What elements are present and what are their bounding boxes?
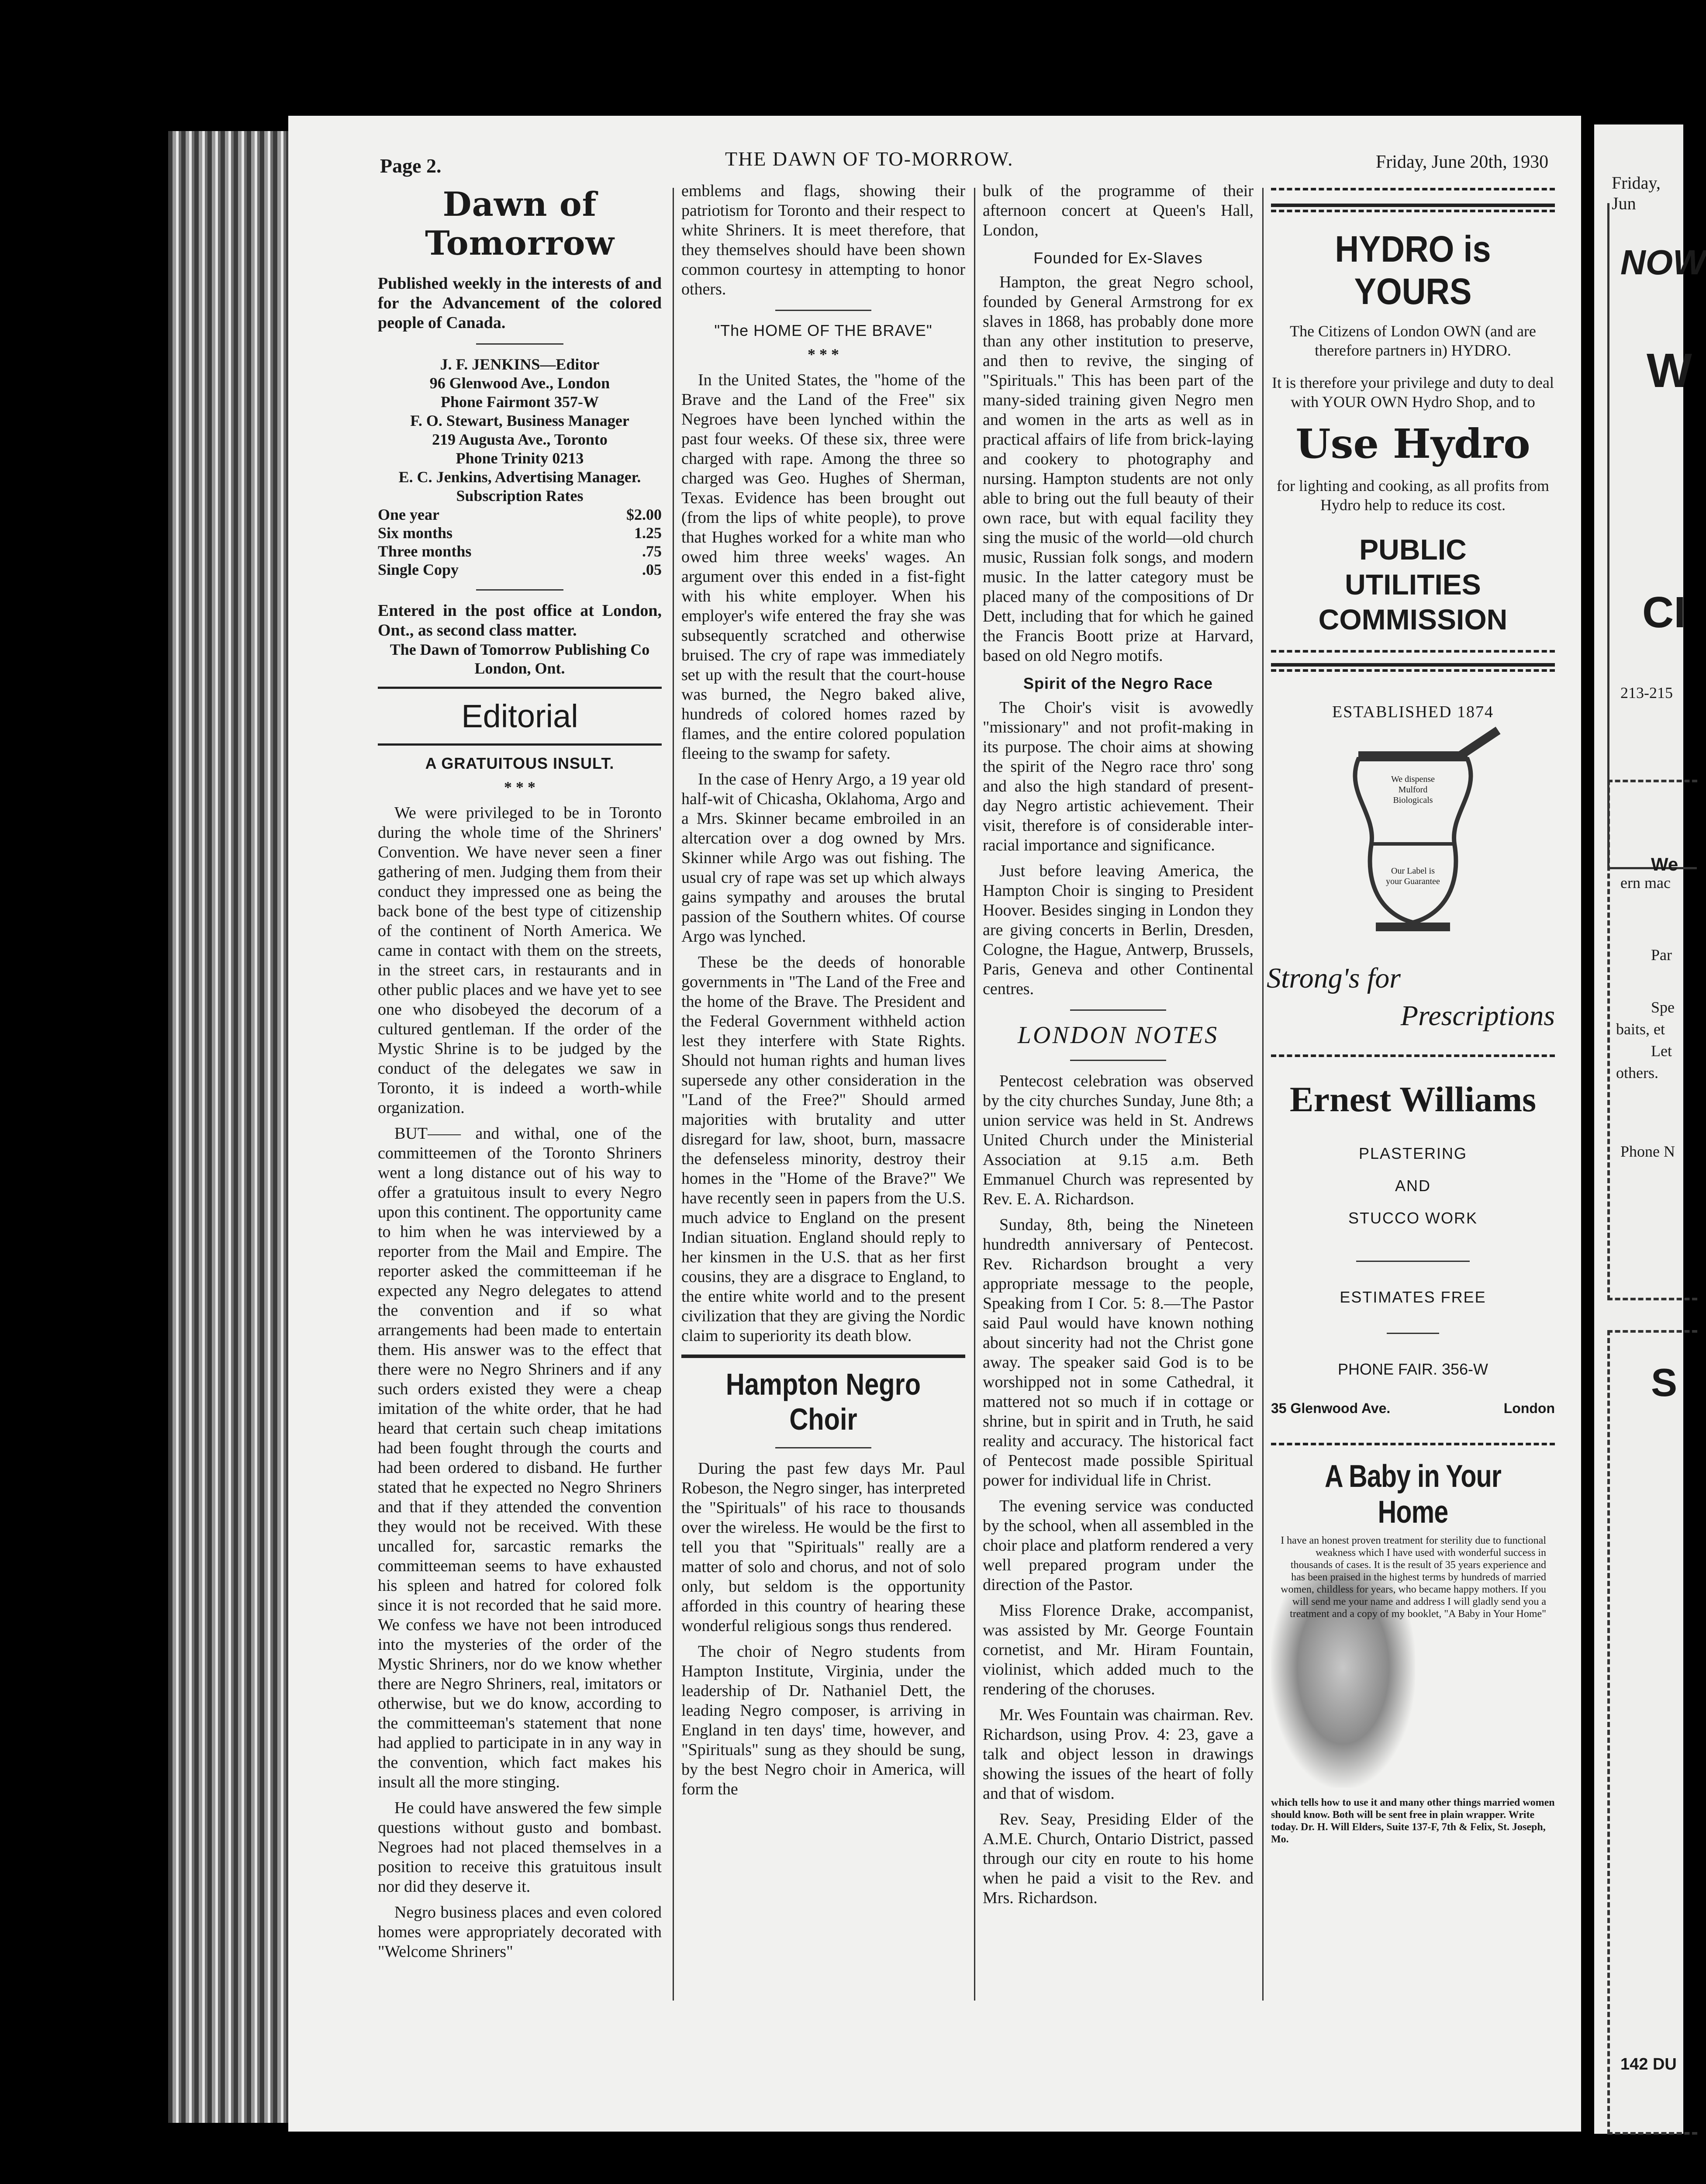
book-binding <box>168 131 295 2123</box>
adjacent-now: NOW <box>1620 243 1706 282</box>
divider <box>681 1355 965 1358</box>
ew-estimates: ESTIMATES FREE <box>1340 1288 1486 1306</box>
adjacent-spe: Spe <box>1651 999 1675 1016</box>
masthead-bm-phone: Phone Trinity 0213 <box>456 449 584 467</box>
column-rule <box>673 188 674 2001</box>
ad-border <box>1271 1443 1555 1445</box>
london-p5: Mr. Wes Fountain was chairman. Rev. Richardson, using Prov. 4: 23, gave a talk and object lesson in drawings showing the issues of the heart of folly and that of wisdom. <box>983 1706 1254 1803</box>
column-2 <box>681 181 965 1805</box>
adjacent-we: We <box>1651 854 1678 874</box>
london-p6: Rev. Seay, Presiding Elder of the A.M.E. Church, Ontario District, passed through our city en route to his home when he paid a visit to the Rev. and Mrs. Richardson. <box>983 1810 1254 1907</box>
rate-row: One year $2.00 <box>378 506 662 523</box>
subhead-spirit: Spirit of the Negro Race <box>1023 674 1213 692</box>
baby-ad-body <box>1271 1534 1555 1797</box>
masthead-bm: F. O. Stewart, Business Manager <box>410 412 629 429</box>
ew-line-1: PLASTERING <box>1358 1144 1468 1162</box>
editorial-title: A GRATUITOUS INSULT. <box>425 754 615 772</box>
column-3 <box>983 181 1254 1914</box>
editorial-p2: BUT—— and withal, one of the committeemen of the Toronto Shriners went a long distance out of his way to offer a gratuitous insult to every Negro upon this continent. The opportunity came to him when he was interviewed by a reporter from the Mail and Empire. The reporter asked the committeeman if he expected any Negro delegates to attend the convention and if so what arrangements had been made to entertain them. His answer was to the effect that there were no Negro Shriners and if any such orders existed they were a cheap imitation of the white order, that he had heard that certain such cheap imitations had been fought through the courts and had been ordered to disband. He further stated that he expected no Negro Shriners and that if they attended the convention they would not be received. With these uncalled for, sarcastic remarks the committeeman seems to have exhausted his spleen and hatred for colored folk since it is not recorded that he said more. We confess we have not been introduced into the mysteries of the order of the Mystic Shriners, nor do we know whether there are Negro Shriners, real, imitators or otherwise, but we do know, according to the committeeman's statement that none had applied to participate in in any way in the convention, which fact makes his insult all the more stinging. <box>378 1124 662 1791</box>
column-rule <box>974 188 975 2001</box>
subscription-rates <box>378 505 662 579</box>
divider <box>476 589 563 591</box>
established: ESTABLISHED 1874 <box>1332 703 1494 721</box>
adjacent-date: Friday, Jun <box>1612 173 1661 213</box>
adjacent-ern: ern mac <box>1620 874 1671 892</box>
hampton-title: Hampton Negro Choir <box>725 1367 921 1436</box>
adjacent-others: others. <box>1616 1064 1658 1082</box>
divider <box>476 343 563 345</box>
adjacent-ad-box-3 <box>1607 1330 1697 2135</box>
mortar-text-bottom: Our Label is your Guarantee <box>1386 866 1440 886</box>
hampton-p5: Just before leaving America, the Hampton Choir is singing to President Hoover. Besides singing in London they are giving concerts in Berlin, Dresden, Cologne, the Hague, Antwerp, Brussels, Paris, Geneva and other Continental centres. <box>983 862 1254 998</box>
paper-title: THE DAWN OF TO-MORROW. <box>725 148 1014 170</box>
london-p2: Sunday, 8th, being the Nineteen hundredth anniversary of Pentecost. Rev. Richardson brought a very appropriate message to the people, Speaking from I Cor. 5: 8.—The Pastor said Paul would have known nothing about sincerity had not the Christ gone away. The speaker said God is to be worshipped not in some Cathedral, it mattered not so much if in cottage or shrine, but in spirit and in Truth, he said reality and accuracy. The historical fact of Pentecost made possible Spiritual power for individual life in Christ. <box>983 1216 1254 1489</box>
london-notes-title: LONDON NOTES <box>1017 1022 1219 1049</box>
rate-row: Six months 1.25 <box>378 524 662 542</box>
masthead-editor-addr: 96 Glenwood Ave., London <box>429 374 610 392</box>
hydro-text-1: The Citizens of London OWN (and are therefore partners in) HYDRO. <box>1290 322 1536 359</box>
editorial-continued: emblems and flags, showing their patriotism for Toronto and their respect to white Shriners. It is meet therefore, that they themselves should have been shown common courtesy in attempting to honor others. <box>681 182 965 298</box>
ad-border <box>1271 188 1555 190</box>
puc-title: PUBLIC UTILITIES COMMISSION <box>1318 533 1508 636</box>
hampton-p2: The choir of Negro students from Hampton Institute, Virginia, under the leadership of Dr. Nathaniel Dett, the leading Negro composer, is arriving in England in ten days' time, however, and "Spirituals" sung as they should be sung, by the best Negro choir in America, will form the <box>681 1642 965 1798</box>
entered-notice: Entered in the post office at London, Ont., as second class matter. <box>378 601 662 639</box>
brave-p3: These be the deeds of honorable governments in "The Land of the Free and the home of the Brave. The President and the Federal Government withheld action lest they interfere with State Rights. Should not human rights and human lives supersede any other consideration in the "Land of the Free?" Should armed majorities with brutality and utter disregard for law, shoot, burn, massacre the defenseless minority, destroy their homes in the "Home of the Brave?" We have recently seen in papers from the U.S. much advice to England on the present Indian situation. England should reply to her kinsmen in the U.S. that as her first cousins, they are a disgrace to England, to the entire white world and to the present civilization that they are giving the Nordic claim to superiority its death blow. <box>681 953 965 1345</box>
masthead-am: E. C. Jenkins, Advertising Manager. <box>398 468 641 486</box>
stars: * * * <box>808 346 839 363</box>
editorial-p1: We were privileged to be in Toronto during the whole time of the Shriners' Convention. We have never seen a finer gathering of men. Judging them from their conduct they impressed one as being the back bone of the best type of citizenship of the continent of North America. We came in contact with them on the streets, in the street cars, in restaurants and in other public places and we have yet to see one who disobeyed the decorum of a cultured gentleman. If the order of the Mystic Shrine is to be judged by the conduct of the delegates we saw in Toronto, it is indeed a worth-while organization. <box>378 804 662 1117</box>
ad-border <box>1271 210 1555 212</box>
strongs-line-2: Prescriptions <box>1400 1000 1555 1032</box>
editorial-heading: Editorial <box>461 698 578 734</box>
mortar-illustration <box>1271 739 1555 944</box>
column-1 <box>378 181 662 1968</box>
strongs-line-1: Strong's for <box>1267 962 1401 994</box>
adjacent-par: Par <box>1651 946 1672 964</box>
baby-ad-text-2: which tells how to use it and many other things married women should know. Both will be sent free in plain wrapper. Write today. Dr. H. Will Elders, Suite 137-F, 7th & Felix, St. Joseph, Mo. <box>1271 1797 1555 1845</box>
hampton-continued: bulk of the programme of their afternoon concert at Queen's Hall, London, <box>983 182 1254 239</box>
editorial-p4: Negro business places and even colored homes were appropriately decorated with "Welcome Shriners" <box>378 1903 662 1961</box>
masthead-published: Published weekly in the interests of and for the Advancement of the colored people of Canada. <box>378 274 662 332</box>
divider <box>1070 1009 1166 1011</box>
ad-border <box>1271 650 1555 653</box>
hydro-title: HYDRO is YOURS <box>1335 228 1491 312</box>
divider <box>378 743 662 746</box>
mortar-text-top: We dispense Mulford Biologicals <box>1391 774 1435 805</box>
masthead-bm-addr: 219 Augusta Ave., Toronto <box>432 431 608 448</box>
hampton-p1: During the past few days Mr. Paul Robeson, the Negro singer, has interpreted the "Spirituals" of his race to thousands over the wireless. He would be the first to tell you that "Spirituals" really are a matter of solo and chorus, and not of solo only, but seldom is the opportunity afforded in this country of hearing these wonderful religious songs thus rendered. <box>681 1459 965 1635</box>
hampton-p3: Hampton, the great Negro school, founded by General Armstrong for ex slaves in 1868, has probably done more than any other institution to preserve, and then to revive, the singing of "Spirituals." This has been part of the many-sided training given Negro men and women in the arts as well as in practical affairs of life from brick-laying and cookery to photography and nursing. Hampton students are not only able to bring out the full beauty of their own race, but with equal facility they sing the music of the world—old church music, Russian folk songs, and modern music. In the latter category must be placed many of the compositions of Dr Dett, including that for which he gained the Francis Boott prize at Harvard, based on old Negro motifs. <box>983 273 1254 665</box>
rates-heading: Subscription Rates <box>456 487 584 505</box>
masthead-editor-phone: Phone Fairmont 357-W <box>441 393 599 411</box>
stars: * * * <box>504 778 535 796</box>
london-p1: Pentecost celebration was observed by the city churches Sunday, June 8th; a union service was held in St. Andrews United Church under the Ministerial Association at 9.15 a.m. Beth Emmanuel Church was represented by Rev. E. A. Richardson. <box>983 1072 1254 1208</box>
ad-border <box>1271 1054 1555 1057</box>
ads-column <box>1267 188 1555 1845</box>
ew-address: 35 Glenwood Ave. <box>1271 1400 1391 1416</box>
ew-line-2: AND <box>1395 1177 1431 1195</box>
masthead-editor: J. F. JENKINS—Editor <box>440 356 600 373</box>
adjacent-bottom: 142 DU <box>1620 2055 1677 2073</box>
london-p4: Miss Florence Drake, accompanist, was assisted by Mr. George Fountain cornetist, and Mr. Hiram Fountain, violinist, which added much to the rendering of the choruses. <box>983 1601 1254 1698</box>
publisher: The Dawn of Tomorrow Publishing Co <box>390 641 650 658</box>
divider <box>1356 1261 1470 1262</box>
brave-title: "The HOME OF THE BRAVE" <box>714 321 932 339</box>
rate-row: Single Copy .05 <box>378 561 662 578</box>
masthead-title: Dawn of Tomorrow <box>425 185 615 263</box>
use-hydro: Use Hydro <box>1295 420 1530 467</box>
london-p3: The evening service was conducted by the school, when all assembled in the choir place and platform rendered a very well prepared program under the direction of the Pastor. <box>983 1497 1254 1594</box>
header-date: Friday, June 20th, 1930 <box>1376 152 1549 172</box>
adjacent-page <box>1594 124 1706 2134</box>
divider <box>1070 1060 1166 1061</box>
divider <box>775 310 871 311</box>
brave-p1: In the United States, the "home of the Brave and the Land of the Free" six Negroes have been lynched within the past four weeks. Of these six, three were charged with rape. Among the three so charged was Geo. Hughes of Sherman, Texas. Evidence has been brought out (from the lips of white people), to prove that Hughes worked for a white man who owed him three weeks' wages. An argument over this ended in a fist-fight with his white employer. When his employer's wife entered the fray she was subsequently scratched and otherwise bruised. The cry of rape was immediately set up with the result that the court-house was burned, the Negro baked alive, hundreds of colored homes razed by flames, and the entire colored population fleeing to the swamp for safety. <box>681 371 965 763</box>
divider <box>775 1447 871 1448</box>
divider <box>1387 1333 1439 1334</box>
mortar-pestle-icon <box>1271 739 1555 944</box>
ad-border <box>1271 669 1555 672</box>
divider <box>1271 204 1555 207</box>
baby-ad-text-1: I have an honest proven treatment for sterility due to functional weakness which I have used with wonderful success in thousands of cases. It is the result of 35 years experience and has been praised in the highest terms by hundreds of married women, childless for years, who became happy mothers. If you will send me your name and address I will gladly send you a treatment and a copy of my booklet, "A Baby in Your Home" <box>1281 1535 1546 1620</box>
publisher-city: London, Ont. <box>474 660 565 677</box>
newspaper-page <box>288 116 1581 2132</box>
adjacent-ci: CI <box>1642 588 1686 637</box>
divider <box>1271 663 1555 667</box>
column-rule <box>1262 188 1264 2001</box>
ew-line-3: STUCCO WORK <box>1348 1209 1478 1227</box>
hampton-p4: The Choir's visit is avowedly "missionary" and not profit-making in its purpose. The choir aims at showing the spirit of the Negro race thro' song and also the high standard of present-day Negro artistic achievement. Their visit, therefore is of considerable inter-racial importance and significance. <box>983 698 1254 854</box>
adjacent-s: S <box>1651 1361 1678 1405</box>
brave-p2: In the case of Henry Argo, a 19 year old half-wit of Chicasha, Oklahoma, Argo and a Mrs. Skinner became embroiled in an altercation over a dog owned by Mrs. Skinner while Argo was out fishing. The usual cry of rape was set up which always gains sympathy and arouses the brutal passion of the Southern whites. Of course Argo was lynched. <box>681 770 965 946</box>
editorial-p3: He could have answered the few simple questions without gusto and bombast. Negroes had not placed themselves in a position to receive this gratuitous insult nor did they deserve it. <box>378 1799 662 1896</box>
ew-address-row <box>1271 1400 1555 1417</box>
baby-ad-title: A Baby in Your Home <box>1324 1459 1502 1530</box>
hydro-text-2: It is therefore your privilege and duty to deal with YOUR OWN Hydro Shop, and to <box>1272 374 1554 411</box>
page-number: Page 2. <box>380 155 442 177</box>
adjacent-let: Let <box>1651 1042 1672 1060</box>
ew-phone: PHONE FAIR. 356-W <box>1337 1360 1488 1378</box>
subhead-founded: Founded for Ex-Slaves <box>1033 249 1203 267</box>
adjacent-ad-box <box>1607 203 1697 869</box>
adjacent-addr: 213-215 <box>1620 684 1673 702</box>
rate-row: Three months .75 <box>378 543 662 560</box>
adjacent-w: W <box>1647 344 1692 397</box>
ew-city: London <box>1503 1400 1555 1416</box>
adjacent-phone: Phone N <box>1620 1143 1675 1160</box>
ernest-williams: Ernest Williams <box>1289 1079 1537 1119</box>
adjacent-baits: baits, et <box>1616 1020 1665 1038</box>
hydro-text-3: for lighting and cooking, as all profits from Hydro help to reduce its cost. <box>1277 477 1549 514</box>
divider <box>378 687 662 689</box>
